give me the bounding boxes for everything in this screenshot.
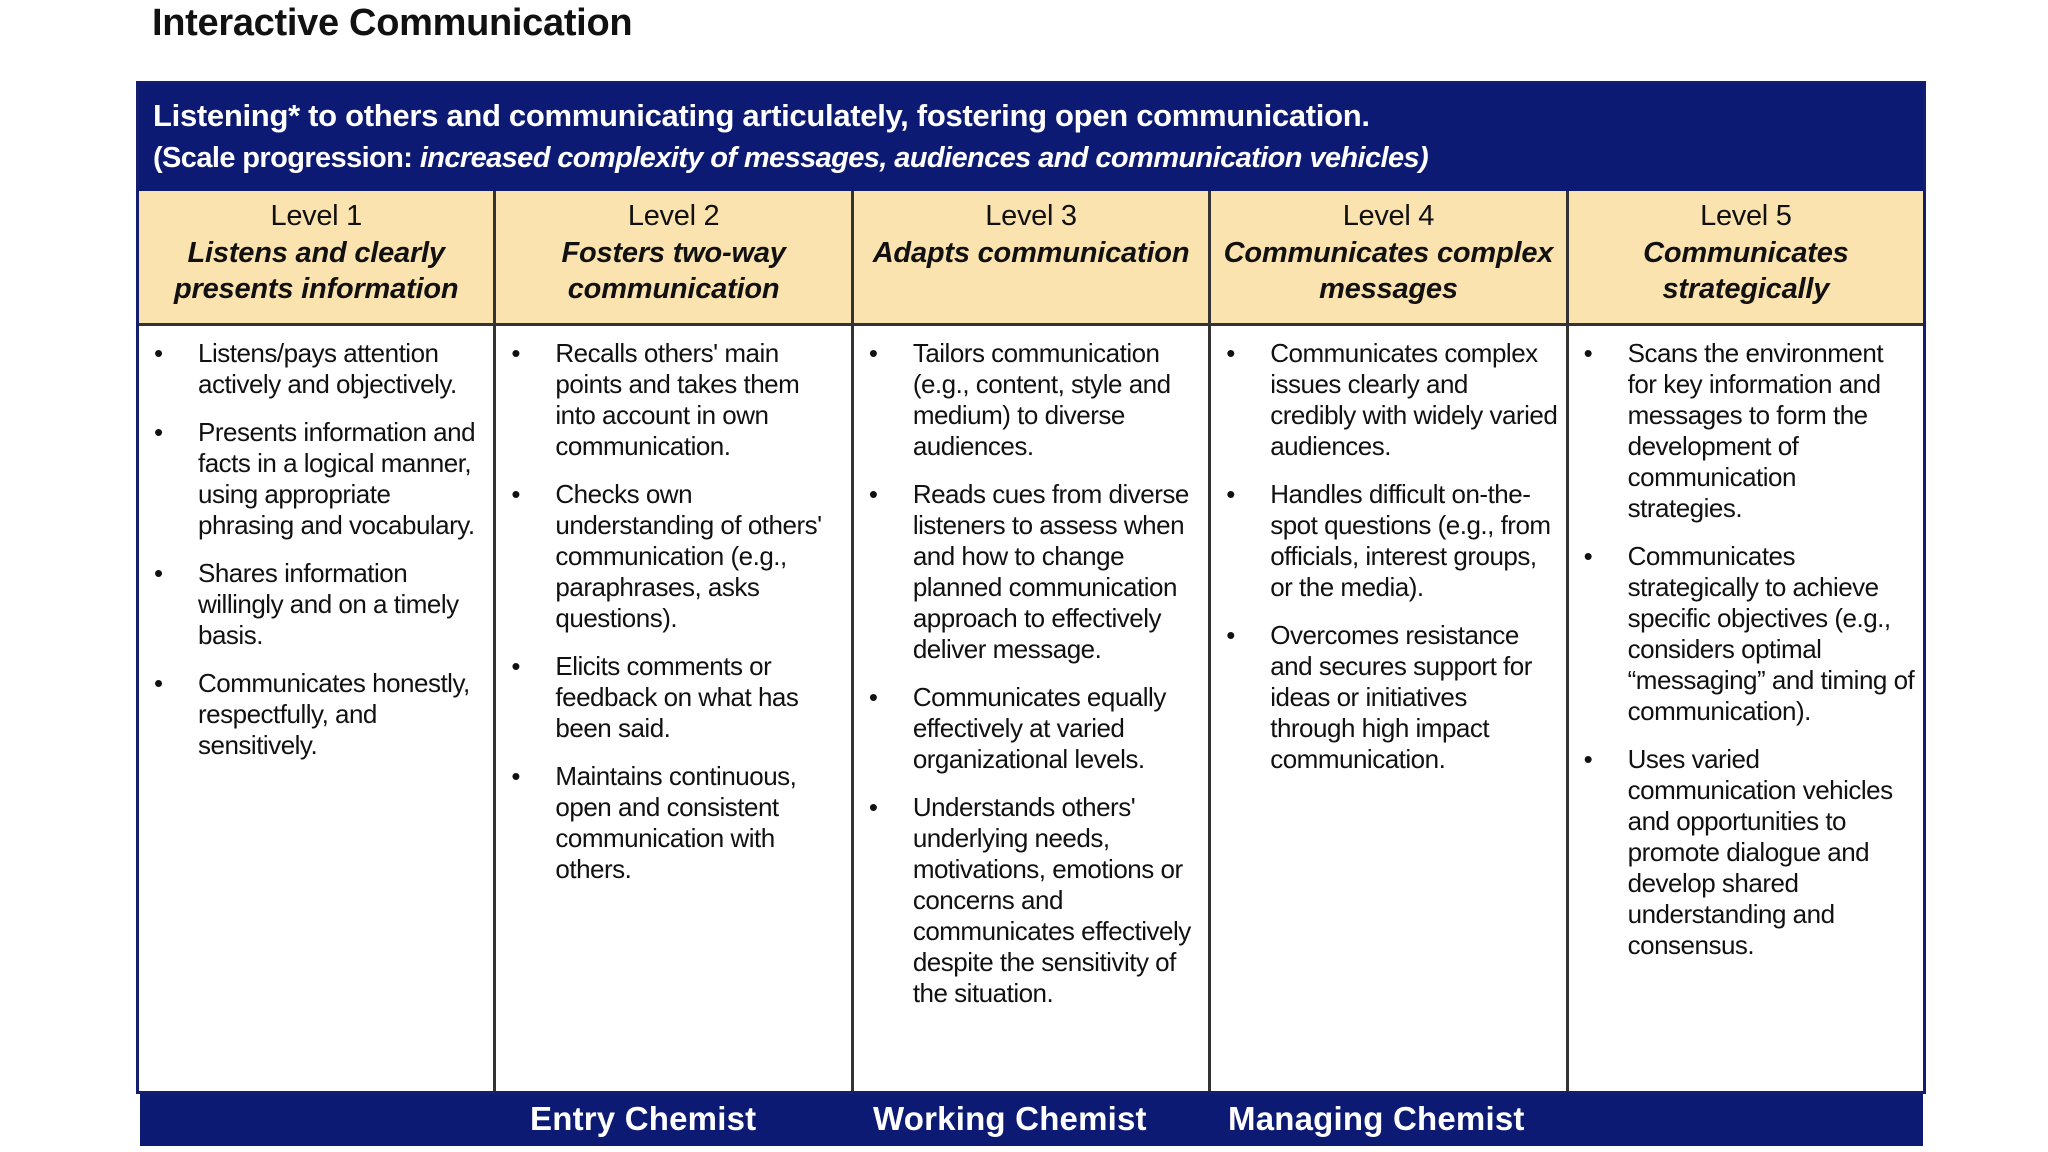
level-title: Listens and clearly presents information: [173, 237, 459, 305]
level-5-behaviors: [1566, 326, 1923, 1091]
behavior-list: [1223, 338, 1557, 775]
level-1-behaviors: [139, 326, 493, 1091]
level-number: Level 5: [1700, 200, 1792, 232]
behavior-list: [151, 338, 485, 761]
level-4-behaviors: [1208, 326, 1565, 1091]
behavior-list: [1581, 338, 1915, 961]
behavior-item: • Communicates complex issues clearly and credibly with widely varied audiences.: [1223, 338, 1557, 462]
level-body-row: [139, 326, 1923, 1091]
behavior-item: • Uses varied communication vehicles and opportunities to promote dialogue and develop shared understanding and consensus.: [1581, 744, 1915, 961]
level-2-behaviors: [493, 326, 850, 1091]
behavior-item: • Presents information and facts in a logical manner, using appropriate phrasing and vocabulary.: [151, 417, 485, 541]
behavior-item: • Handles difficult on-the-spot questions (e.g., from officials, interest groups, or the media).: [1223, 479, 1557, 603]
behavior-item: • Tailors communication (e.g., content, style and medium) to diverse audiences.: [866, 338, 1200, 462]
competency-matrix: [136, 81, 1926, 1094]
stage-label-managing-chemist: Managing Chemist: [1228, 1100, 1525, 1137]
level-number: Level 1: [270, 200, 362, 232]
level-number: Level 2: [627, 200, 720, 232]
level-title: Adapts communication: [872, 237, 1190, 269]
level-2-header: [493, 191, 850, 323]
behavior-item: • Communicates strategically to achieve specific objectives (e.g., considers optimal “messaging” and timing of communication).: [1581, 541, 1915, 727]
definition-banner: [139, 84, 1923, 191]
level-title: Fosters two-way communication: [561, 237, 786, 305]
behavior-item: • Scans the environment for key information and messages to form the development of communication strategies.: [1581, 338, 1915, 524]
behavior-item: • Listens/pays attention actively and objectively.: [151, 338, 485, 400]
level-title: Communicates strategically: [1643, 237, 1849, 305]
level-1-header: [139, 191, 493, 323]
level-5-header: [1566, 191, 1923, 323]
scale-progression-text: increased complexity of messages, audiences and communication vehicles): [419, 142, 1429, 174]
behavior-list: [508, 338, 842, 885]
level-3-behaviors: [851, 326, 1208, 1091]
scale-progression-label: (Scale progression:: [153, 142, 413, 174]
definition-headline: Listening* to others and communicating articulately, fostering open communication.: [153, 98, 1370, 133]
stage-label-working-chemist: Working Chemist: [873, 1100, 1147, 1137]
behavior-item: • Elicits comments or feedback on what has been said.: [508, 651, 842, 744]
scale-progression: [153, 138, 1909, 178]
behavior-item: • Maintains continuous, open and consistent communication with others.: [508, 761, 842, 885]
level-number: Level 3: [985, 200, 1077, 232]
level-header-row: [139, 191, 1923, 326]
career-stage-bar: [140, 1094, 1923, 1146]
behavior-item: • Overcomes resistance and secures support for ideas or initiatives through high impact communication.: [1223, 620, 1557, 775]
behavior-item: • Shares information willingly and on a timely basis.: [151, 558, 485, 651]
behavior-item: • Communicates equally effectively at varied organizational levels.: [866, 682, 1200, 775]
level-title: Communicates complex messages: [1223, 237, 1554, 305]
behavior-list: [866, 338, 1200, 1009]
stage-label-entry-chemist: Entry Chemist: [530, 1100, 757, 1137]
behavior-item: • Recalls others' main points and takes them into account in own communication.: [508, 338, 842, 462]
behavior-item: • Checks own understanding of others' communication (e.g., paraphrases, asks questions).: [508, 479, 842, 634]
page-title: Interactive Communication: [152, 2, 633, 44]
level-number: Level 4: [1342, 200, 1435, 232]
level-4-header: [1208, 191, 1565, 323]
behavior-item: • Understands others' underlying needs, motivations, emotions or concerns and communicates effectively despite the sensitivity of the situation.: [866, 792, 1200, 1009]
behavior-item: • Communicates honestly, respectfully, and sensitively.: [151, 668, 485, 761]
behavior-item: • Reads cues from diverse listeners to assess when and how to change planned communication approach to effectively deliver message.: [866, 479, 1200, 665]
level-3-header: [851, 191, 1208, 323]
